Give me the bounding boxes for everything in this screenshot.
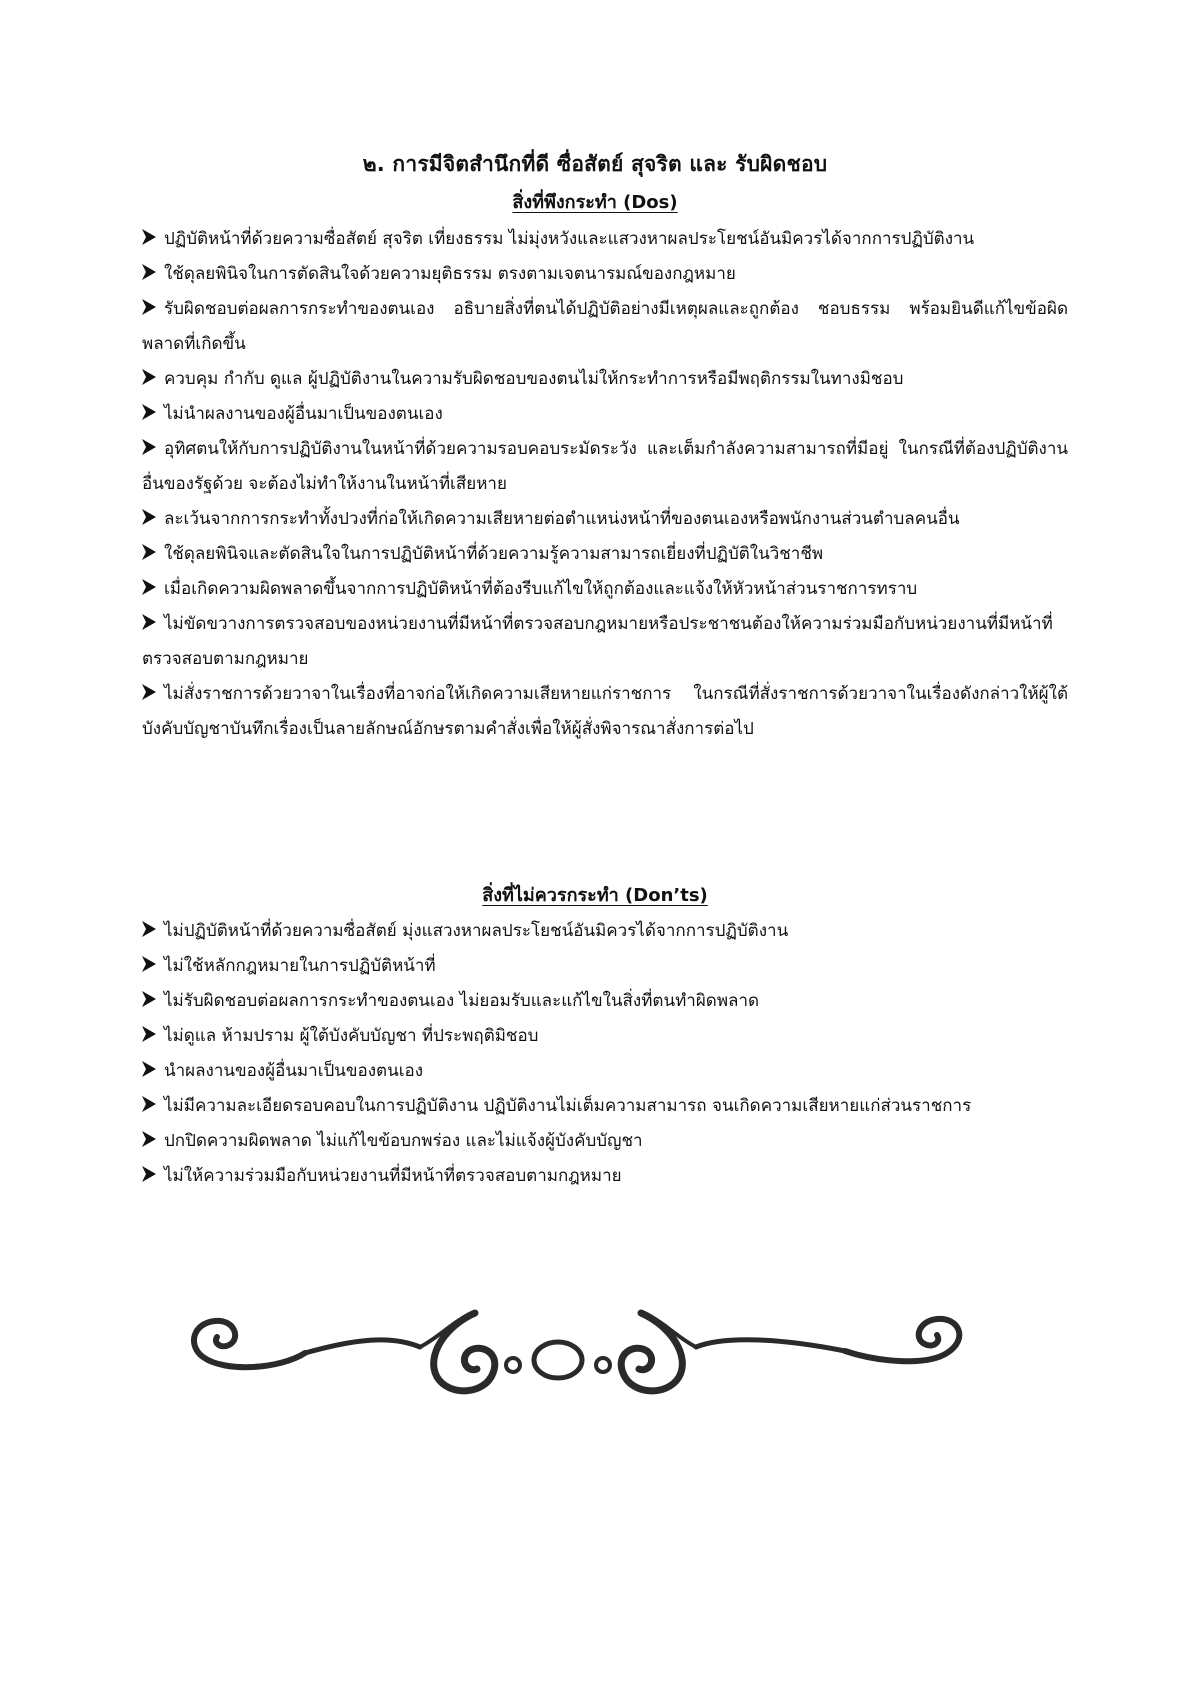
list-item (142, 607, 1068, 677)
arrowhead-bullet-icon (142, 369, 156, 385)
list-item (142, 1019, 1068, 1054)
list-item-text: ไม่ใช้หลักกฎหมายในการปฏิบัติหน้าที่ (164, 956, 436, 976)
list-item-text: ควบคุม กำกับ ดูแล ผู้ปฏิบัติงานในความรับผิดชอบของตนไม่ให้กระทำการหรือมีพฤติกรรมในทางมิชอบ (164, 369, 904, 389)
list-item-text: ไม่ดูแล ห้ามปราม ผู้ใต้บังคับบัญชา ที่ประพฤติมิชอบ (164, 1026, 539, 1046)
list-item (142, 257, 1068, 292)
list-item (142, 222, 1068, 257)
list-item-text: ไม่มีความละเอียดรอบคอบในการปฏิบัติงาน ปฏิบัติงานไม่เต็มความสามารถ จนเกิดความเสียหายแก่ส่วนราชการ (164, 1096, 972, 1116)
arrowhead-bullet-icon (142, 579, 156, 595)
list-item (142, 677, 1068, 747)
list-item (142, 1089, 1068, 1124)
list-item (142, 537, 1068, 572)
arrowhead-bullet-icon (142, 1026, 156, 1042)
list-item-text: ใช้ดุลยพินิจและตัดสินใจในการปฏิบัติหน้าที่ด้วยความรู้ความสามารถเยี่ยงที่ปฏิบัติในวิชาชีพ (164, 544, 824, 564)
list-item-text: อุทิศตนให้กับการปฏิบัติงานในหน้าที่ด้วยความรอบคอบระมัดระวัง และเต็มกำลังความสามารถที่มีอยู่ ในกรณีที่ต้องปฏิบัติงานอื่นของรัฐด้วย จะต้องไม่ทำให้งานในหน้าที่เสียหาย (142, 439, 1068, 494)
list-item (142, 572, 1068, 607)
arrowhead-bullet-icon (142, 1061, 156, 1077)
list-item (142, 292, 1068, 362)
list-item (142, 1124, 1068, 1159)
arrowhead-bullet-icon (142, 1131, 156, 1147)
list-item-text: ไม่ปฏิบัติหน้าที่ด้วยความซื่อสัตย์ มุ่งแสวงหาผลประโยชน์อันมิควรได้จากการปฏิบัติงาน (164, 921, 789, 941)
list-item (142, 914, 1068, 949)
dos-heading: สิ่งที่พึงกระทำ (Dos) (512, 192, 678, 213)
list-item-text: ใช้ดุลยพินิจในการตัดสินใจด้วยความยุติธรรม ตรงตามเจตนารมณ์ของกฎหมาย (164, 264, 736, 284)
list-item-text: ปฏิบัติหน้าที่ด้วยความซื่อสัตย์ สุจริต เที่ยงธรรม ไม่มุ่งหวังและแสวงหาผลประโยชน์อันมิควรได้จากการปฏิบัติงาน (164, 229, 975, 249)
scroll-swirl-divider-icon (185, 1295, 1005, 1405)
arrowhead-bullet-icon (142, 956, 156, 972)
donts-list (142, 914, 1068, 1194)
list-item-text: นำผลงานของผู้อื่นมาเป็นของตนเอง (164, 1061, 424, 1081)
list-item (142, 984, 1068, 1019)
list-item (142, 1159, 1068, 1194)
arrowhead-bullet-icon (142, 921, 156, 937)
donts-heading: สิ่งที่ไม่ควรกระทำ (Don’ts) (482, 885, 708, 906)
list-item (142, 432, 1068, 502)
list-item (142, 502, 1068, 537)
list-item-text: ไม่ให้ความร่วมมือกับหน่วยงานที่มีหน้าที่ตรวจสอบตามกฎหมาย (164, 1166, 622, 1186)
list-item-text: ไม่ขัดขวางการตรวจสอบของหน่วยงานที่มีหน้าที่ตรวจสอบกฎหมายหรือประชาชนต้องให้ความร่วมมือกับหน่วยงานที่มีหน้าที่ตรวจสอบตามกฎหมาย (142, 614, 1053, 669)
arrowhead-bullet-icon (142, 684, 156, 700)
arrowhead-bullet-icon (142, 991, 156, 1007)
list-item-text: ไม่นำผลงานของผู้อื่นมาเป็นของตนเอง (164, 404, 443, 424)
list-item (142, 949, 1068, 984)
arrowhead-bullet-icon (142, 299, 156, 315)
list-item (142, 397, 1068, 432)
list-item-text: รับผิดชอบต่อผลการกระทำของตนเอง อธิบายสิ่งที่ตนได้ปฏิบัติอย่างมีเหตุผลและถูกต้อง ชอบธรรม พร้อมยินดีแก้ไขข้อผิดพลาดที่เกิดขึ้น (142, 299, 1068, 354)
arrowhead-bullet-icon (142, 439, 156, 455)
list-item (142, 1054, 1068, 1089)
arrowhead-bullet-icon (142, 1096, 156, 1112)
arrowhead-bullet-icon (142, 544, 156, 560)
list-item-text: ไม่สั่งราชการด้วยวาจาในเรื่องที่อาจก่อให้เกิดความเสียหายแก่ราชการ ในกรณีที่สั่งราชการด้วยวาจาในเรื่องดังกล่าวให้ผู้ใต้บังคับบัญชาบันทึกเรื่องเป็นลายลักษณ์อักษรตามคำสั่งเพื่อให้ผู้สั่งพิจารณาสั่งการต่อไป (142, 684, 1068, 739)
list-item-text: ละเว้นจากการกระทำทั้งปวงที่ก่อให้เกิดความเสียหายต่อตำแหน่งหน้าที่ของตนเองหรือพนักงานส่วนตำบลคนอื่น (164, 509, 960, 529)
list-item-text: ปกปิดความผิดพลาด ไม่แก้ไขข้อบกพร่อง และไม่แจ้งผู้บังคับบัญชา (164, 1131, 643, 1151)
arrowhead-bullet-icon (142, 509, 156, 525)
dos-list (142, 222, 1068, 747)
arrowhead-bullet-icon (142, 404, 156, 420)
arrowhead-bullet-icon (142, 1166, 156, 1182)
list-item (142, 362, 1068, 397)
page-title: ๒. การมีจิตสำนึกที่ดี ซื่อสัตย์ สุจริต และ รับผิดชอบ (362, 152, 828, 176)
list-item-text: เมื่อเกิดความผิดพลาดขึ้นจากการปฏิบัติหน้าที่ต้องรีบแก้ไขให้ถูกต้องและแจ้งให้หัวหน้าส่วนราชการทราบ (164, 579, 918, 599)
arrowhead-bullet-icon (142, 264, 156, 280)
list-item-text: ไม่รับผิดชอบต่อผลการกระทำของตนเอง ไม่ยอมรับและแก้ไขในสิ่งที่ตนทำผิดพลาด (164, 991, 760, 1011)
arrowhead-bullet-icon (142, 229, 156, 245)
arrowhead-bullet-icon (142, 614, 156, 630)
